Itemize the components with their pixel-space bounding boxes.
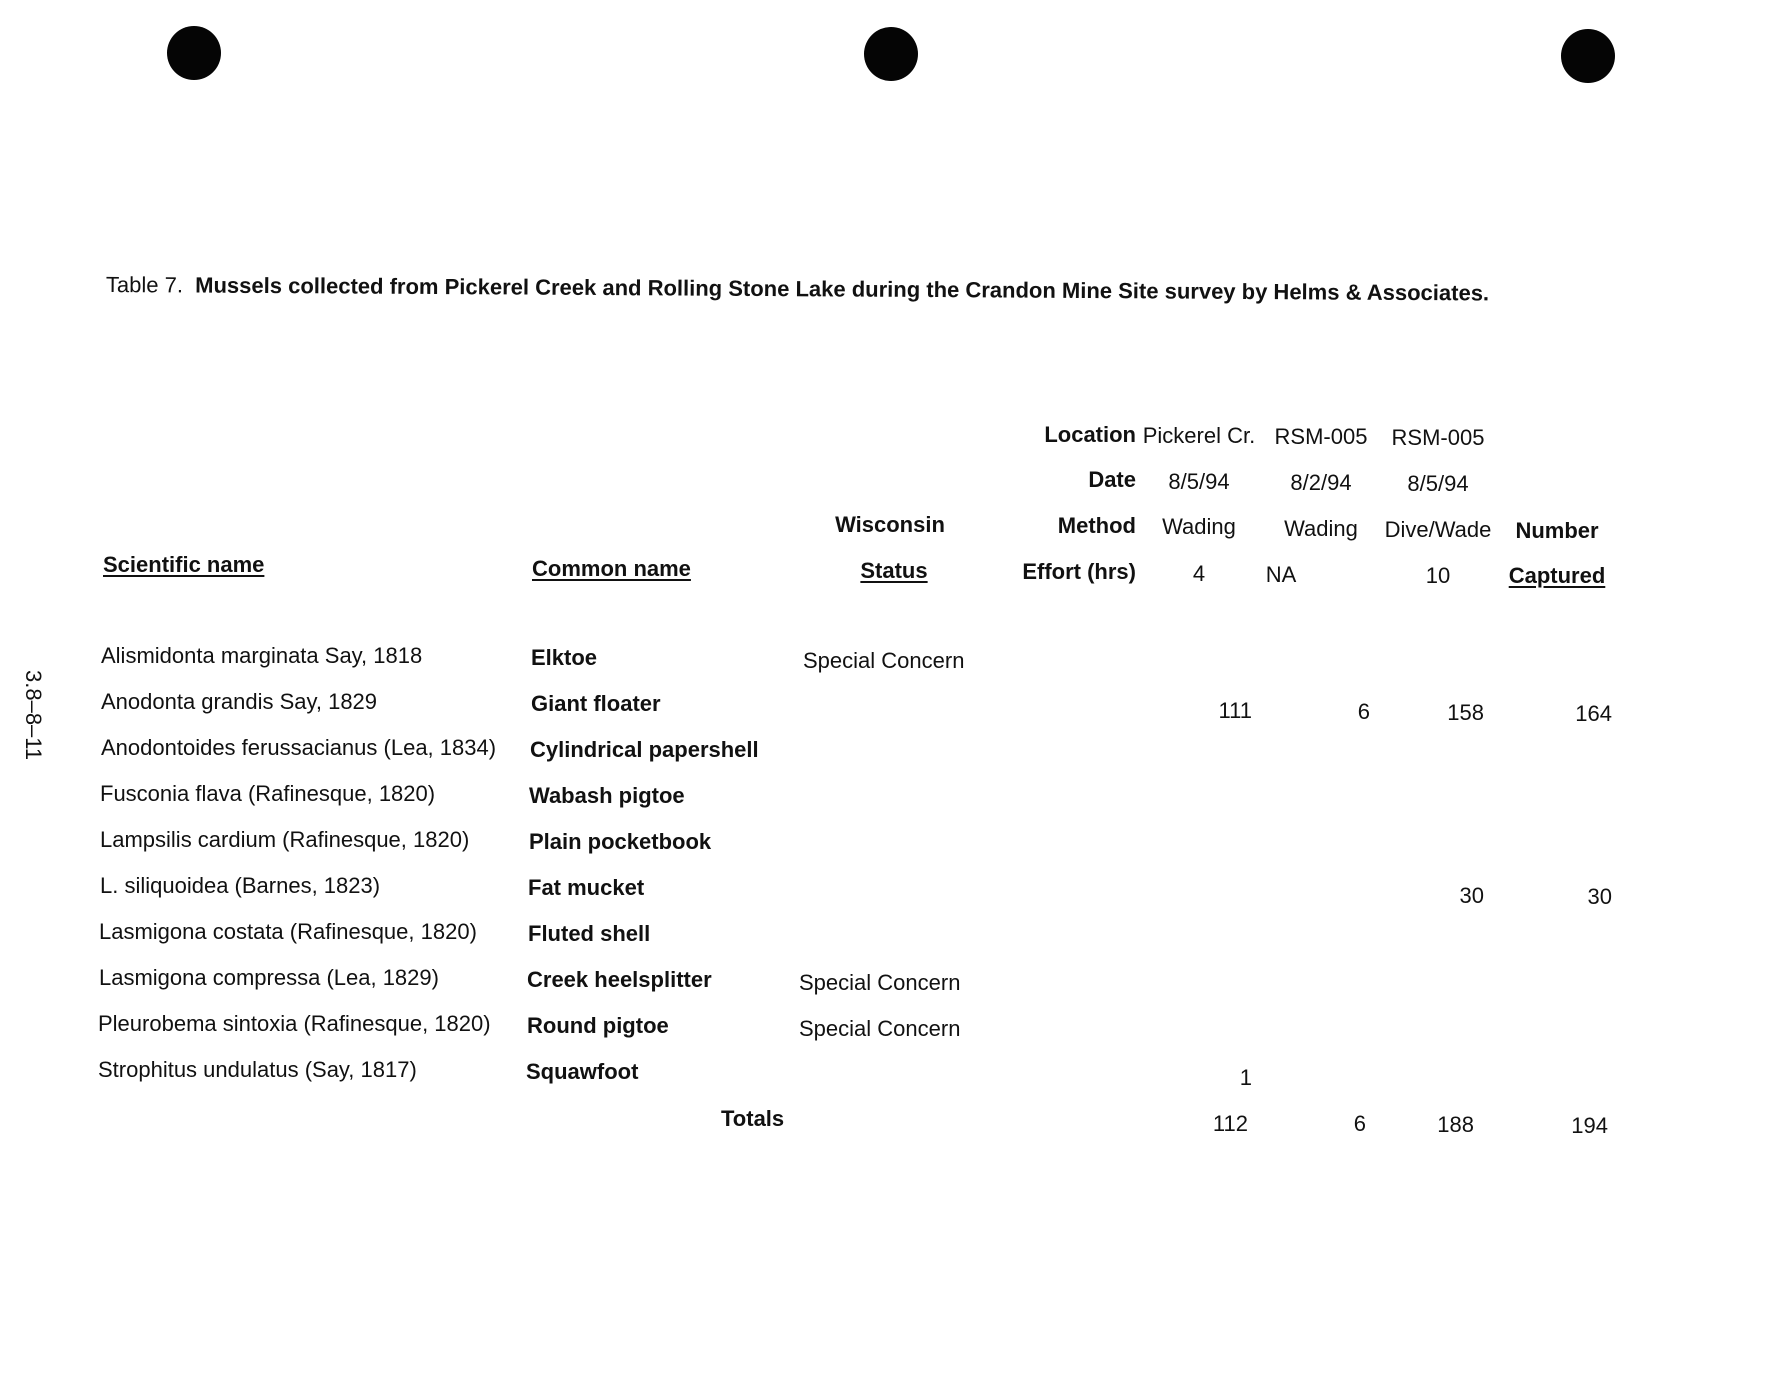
header-number: Number: [1515, 518, 1599, 543]
site-1-effort: 4: [1192, 561, 1206, 586]
totals-site-1: 112: [1212, 1111, 1248, 1136]
site-3-effort: 10: [1425, 563, 1451, 588]
header-wisconsin: Wisconsin: [835, 512, 945, 537]
row-6-scientific: L. siliquoidea (Barnes, 1823): [100, 873, 381, 898]
row-10-common: Squawfoot: [526, 1059, 639, 1084]
row-2-site-3: 158: [1447, 700, 1484, 725]
row-2-site-1: 111: [1218, 698, 1252, 723]
row-6-common: Fat mucket: [528, 875, 645, 900]
site-1-date: 8/5/94: [1168, 469, 1230, 494]
row-8-common: Creek heelsplitter: [527, 967, 712, 992]
header-status: Status: [860, 558, 928, 583]
header-effort-label: Effort (hrs): [1022, 559, 1136, 584]
row-8-scientific: Lasmigona compressa (Lea, 1829): [99, 965, 439, 990]
row-7-common: Fluted shell: [528, 921, 651, 946]
row-3-scientific: Anodontoides ferussacianus (Lea, 1834): [101, 735, 497, 760]
site-1-location: Pickerel Cr.: [1142, 423, 1256, 448]
row-10-scientific: Strophitus undulatus (Say, 1817): [98, 1057, 417, 1082]
row-2-scientific: Anodonta grandis Say, 1829: [101, 689, 378, 714]
row-4-scientific: Fusconia flava (Rafinesque, 1820): [100, 781, 436, 806]
row-6-site-3: 30: [1459, 883, 1484, 908]
site-3-date: 8/5/94: [1407, 471, 1469, 496]
header-common-name: Common name: [532, 556, 691, 581]
site-3-method: Dive/Wade: [1384, 517, 1492, 542]
row-10-site-1: 1: [1239, 1065, 1252, 1090]
row-1-status: Special Concern: [803, 648, 965, 673]
header-scientific-name: Scientific name: [103, 552, 265, 577]
header-location-label: Location: [1044, 422, 1136, 447]
site-1-method: Wading: [1162, 514, 1236, 539]
header-date-label: Date: [1088, 467, 1136, 492]
header-method-label: Method: [1057, 513, 1136, 538]
table-caption-label: Table 7.: [105, 272, 184, 298]
site-2-method: Wading: [1284, 516, 1358, 541]
row-4-common: Wabash pigtoe: [529, 783, 685, 808]
totals-total: 194: [1571, 1113, 1608, 1138]
site-3-location: RSM-005: [1391, 425, 1485, 450]
row-2-site-2: 6: [1357, 699, 1370, 724]
site-2-date: 8/2/94: [1290, 470, 1352, 495]
row-1-scientific: Alismidonta marginata Say, 1818: [101, 643, 423, 668]
site-2-effort: NA: [1265, 562, 1297, 587]
row-9-common: Round pigtoe: [527, 1013, 669, 1038]
row-6-total: 30: [1587, 884, 1612, 909]
row-2-total: 164: [1575, 701, 1612, 726]
row-1-common: Elktoe: [531, 645, 598, 670]
totals-label: Totals: [721, 1106, 785, 1131]
binder-hole-right: [1561, 29, 1615, 83]
site-2-location: RSM-005: [1274, 424, 1368, 449]
header-captured: Captured: [1508, 563, 1606, 588]
totals-site-3: 188: [1437, 1112, 1474, 1137]
row-5-common: Plain pocketbook: [529, 829, 712, 854]
row-2-common: Giant floater: [531, 691, 661, 716]
row-9-scientific: Pleurobema sintoxia (Rafinesque, 1820): [98, 1011, 491, 1036]
binder-hole-left: [167, 26, 221, 80]
row-9-status: Special Concern: [799, 1016, 961, 1041]
row-3-common: Cylindrical papershell: [530, 737, 759, 762]
row-8-status: Special Concern: [799, 970, 961, 995]
table-caption: [106, 272, 1606, 307]
row-5-scientific: Lampsilis cardium (Rafinesque, 1820): [100, 827, 470, 852]
binder-hole-center: [864, 27, 918, 81]
totals-site-2: 6: [1353, 1111, 1366, 1136]
row-7-scientific: Lasmigona costata (Rafinesque, 1820): [99, 919, 477, 944]
table-caption-title: Mussels collected from Pickerel Creek and Rolling Stone Lake during the Crandon Mine Site survey by Helms & Associates.: [195, 272, 1490, 306]
page-number: 3.8–8–11: [21, 670, 46, 761]
